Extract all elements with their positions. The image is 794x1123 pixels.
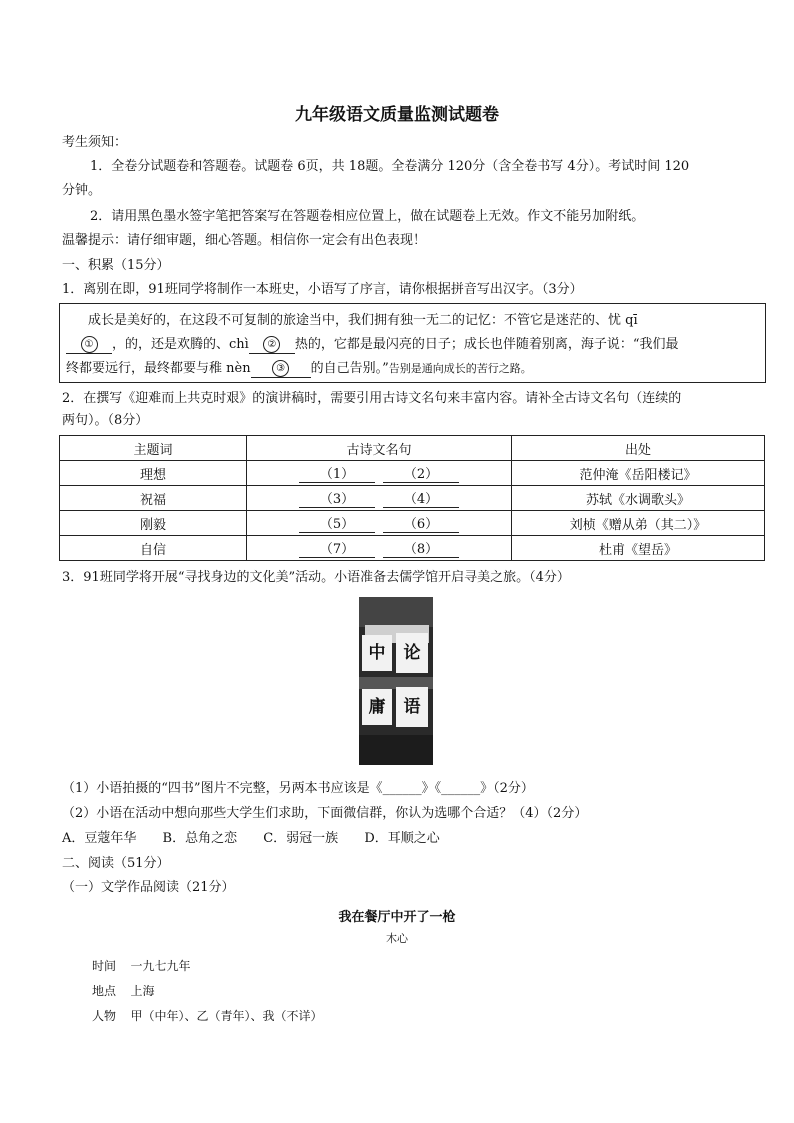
page-title: 九年级语文质量监测试题卷 — [295, 105, 499, 125]
notice-tip: 温馨提示：请仔细审题，细心答题。相信你一定会有出色表现！ — [62, 233, 427, 248]
notice-item-1: 1．全卷分试题卷和答题卷。试题卷 6页，共 18题。全卷满分 120分（含全卷书写 4分）。考试时间 120 — [90, 159, 690, 174]
photo-char-yu: 语 — [396, 687, 428, 727]
part-1-heading: （一）文学作品阅读（21分） — [62, 880, 235, 895]
header-poem: 古诗文名句 — [247, 436, 512, 461]
theme-cell: 自信 — [60, 536, 247, 561]
table-row — [60, 511, 765, 536]
story-title: 我在餐厅中开了一枪 — [338, 910, 456, 925]
passage-line-1: 成长是美好的，在这段不可复制的旅途当中，我们拥有独一无二的记忆：不管它是迷茫的、忧 qī — [88, 313, 638, 328]
story-author: 木心 — [386, 932, 408, 945]
answer-blank[interactable]: （5） — [299, 513, 375, 533]
header-source: 出处 — [512, 436, 765, 461]
answer-blank[interactable]: （6） — [383, 513, 459, 533]
table-row — [60, 486, 765, 511]
source-cell: 杜甫《望岳》 — [512, 536, 765, 561]
notice-item-2: 2．请用黑色墨水签字笔把答案写在答题卷相应位置上，做在试题卷上无效。作文不能另加附纸。 — [90, 209, 645, 224]
answer-blank[interactable]: （2） — [383, 463, 459, 483]
answer-blank-1[interactable]: ① — [66, 336, 112, 354]
photo-char-yong: 庸 — [362, 689, 392, 725]
question-2-stem-cont: 两句）。（8分） — [62, 413, 149, 428]
source-cell: 刘桢《赠从弟（其二）》 — [512, 511, 765, 536]
passage-line-3: 终都要远行，最终都要与稚 nèn ③ 的自己告别。”告别是通向成长的苦行之路。 — [66, 361, 532, 376]
table-header-row — [60, 436, 765, 461]
poem-cell — [247, 536, 512, 561]
answer-blank-3[interactable]: ③ — [251, 360, 311, 378]
header-theme: 主题词 — [60, 436, 247, 461]
source-cell: 范仲淹《岳阳楼记》 — [512, 461, 765, 486]
play-time: 时间 一九七九年 — [92, 959, 191, 973]
answer-blank[interactable]: （7） — [299, 538, 375, 558]
table-row — [60, 461, 765, 486]
photo-char-lun: 论 — [396, 633, 428, 673]
answer-blank[interactable]: （8） — [383, 538, 459, 558]
question-2-stem: 2．在撰写《迎难而上共克时艰》的演讲稿时，需要引用古诗文名句来丰富内容。请补全古诗文名句（连续的 — [62, 391, 682, 406]
play-place: 地点 上海 — [92, 984, 155, 998]
option-b[interactable]: B．总角之恋 — [162, 831, 238, 846]
notice-heading: 考生须知： — [62, 135, 128, 150]
option-d[interactable]: D．耳顺之心 — [364, 831, 440, 846]
answer-blank[interactable]: （4） — [383, 488, 459, 508]
answer-blank[interactable]: （1） — [299, 463, 375, 483]
table-row — [60, 536, 765, 561]
section-1-heading: 一、积累（15分） — [62, 258, 170, 273]
question-1-passage-box — [59, 303, 766, 383]
option-c[interactable]: C．弱冠一族 — [263, 831, 339, 846]
theme-cell: 刚毅 — [60, 511, 247, 536]
play-characters: 人物 甲（中年）、乙（青年）、我（不详） — [92, 1009, 323, 1023]
poem-cell — [247, 461, 512, 486]
theme-cell: 理想 — [60, 461, 247, 486]
notice-item-1-cont: 分钟。 — [62, 183, 102, 198]
section-2-heading: 二、阅读（51分） — [62, 856, 170, 871]
question-1-stem: 1．离别在即，91班同学将制作一本班史，小语写了序言，请你根据拼音写出汉字。（3分） — [62, 282, 583, 297]
poem-table — [59, 435, 765, 561]
question-3-sub-1: （1）小语拍摄的“四书”图片不完整，另两本书应该是《______》《______》（2分） — [62, 781, 534, 796]
question-3-options — [62, 829, 440, 849]
question-3-sub-2: （2）小语在活动中想向那些大学生们求助，下面微信群，你认为选哪个合适？（4）（2分） — [62, 806, 588, 821]
poem-cell — [247, 511, 512, 536]
theme-cell: 祝福 — [60, 486, 247, 511]
answer-blank-2[interactable]: ② — [249, 336, 295, 354]
four-books-photo — [359, 597, 433, 765]
answer-blank[interactable]: （3） — [299, 488, 375, 508]
option-a[interactable]: A．豆蔻年华 — [62, 831, 137, 846]
question-3-stem: 3．91班同学将开展“寻找身边的文化美”活动。小语准备去儒学馆开启寻美之旅。（4分） — [62, 570, 570, 585]
photo-char-zhong: 中 — [362, 635, 392, 671]
passage-line-2: ① ，的，还是欢腾的、chì ② 热的，它都是最闪亮的日子；成长也伴随着别离，海子说：“我们最 — [66, 333, 678, 354]
poem-cell — [247, 486, 512, 511]
source-cell: 苏轼《水调歌头》 — [512, 486, 765, 511]
